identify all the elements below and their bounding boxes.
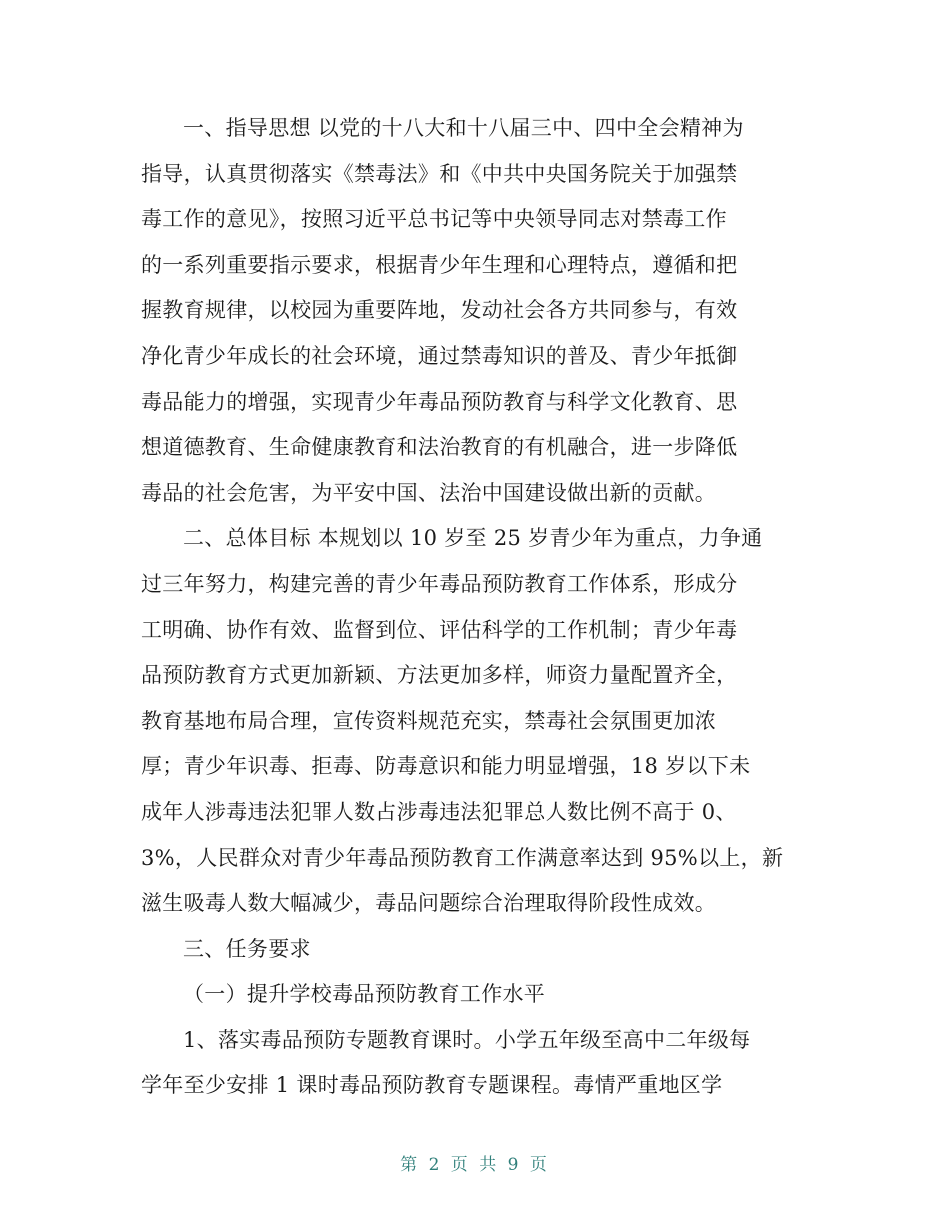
paragraph-line: 3%，人民群众对青少年毒品预防教育工作满意率达到 95%以上，新 (141, 845, 784, 870)
paragraph-line: 学年至少安排 1 课时毒品预防教育专题课程。毒情严重地区学 (141, 1073, 723, 1098)
paragraph-line: 滋生吸毒人数大幅减少，毒品问题综合治理取得阶段性成效。 (141, 891, 717, 916)
paragraph-line: 握教育规律，以校园为重要阵地，发动社会各方共同参与，有效 (141, 298, 738, 323)
paragraph-line: 1、落实毒品预防专题教育课时。小学五年级至高中二年级每 (183, 1027, 751, 1052)
paragraph-line: 毒品的社会危害，为平安中国、法治中国建设做出新的贡献。 (141, 480, 717, 505)
paragraph-line: 成年人涉毒违法犯罪人数占涉毒违法犯罪总人数比例不高于 0、 (141, 799, 737, 824)
paragraph-line: 的一系列重要指示要求，根据青少年生理和心理特点，遵循和把 (141, 252, 738, 277)
page-number-footer: 第 2 页 共 9 页 (400, 1155, 550, 1175)
paragraph-line: 教育基地布局合理，宣传资料规范充实，禁毒社会氛围更加浓 (141, 708, 717, 733)
paragraph-line: 净化青少年成长的社会环境，通过禁毒知识的普及、青少年抵御 (141, 343, 738, 368)
paragraph-line: 品预防教育方式更加新颖、方法更加多样，师资力量配置齐全， (141, 663, 738, 688)
section-heading: 三、任务要求 (183, 936, 311, 961)
paragraph-line: 毒品能力的增强，实现青少年毒品预防教育与科学文化教育、思 (141, 389, 738, 414)
paragraph-line: 二、总体目标 本规划以 10 岁至 25 岁青少年为重点，力争通 (183, 526, 763, 551)
document-body (141, 106, 811, 1109)
paragraph-line: 工明确、协作有效、监督到位、评估科学的工作机制；青少年毒 (141, 617, 738, 642)
subsection-heading: （一）提升学校毒品预防教育工作水平 (183, 982, 546, 1007)
paragraph-line: 一、指导思想 以党的十八大和十八届三中、四中全会精神为 (183, 116, 744, 140)
paragraph-line: 指导，认真贯彻落实《禁毒法》和《中共中央国务院关于加强禁 (141, 161, 738, 186)
paragraph-line: 毒工作的意见》，按照习近平总书记等中央领导同志对禁毒工作 (141, 207, 727, 232)
paragraph-line: 过三年努力，构建完善的青少年毒品预防教育工作体系，形成分 (141, 571, 738, 596)
paragraph-line: 厚；青少年识毒、拒毒、防毒意识和能力明显增强，18 岁以下未 (141, 754, 751, 779)
paragraph-line: 想道德教育、生命健康教育和法治教育的有机融合，进一步降低 (141, 435, 738, 460)
